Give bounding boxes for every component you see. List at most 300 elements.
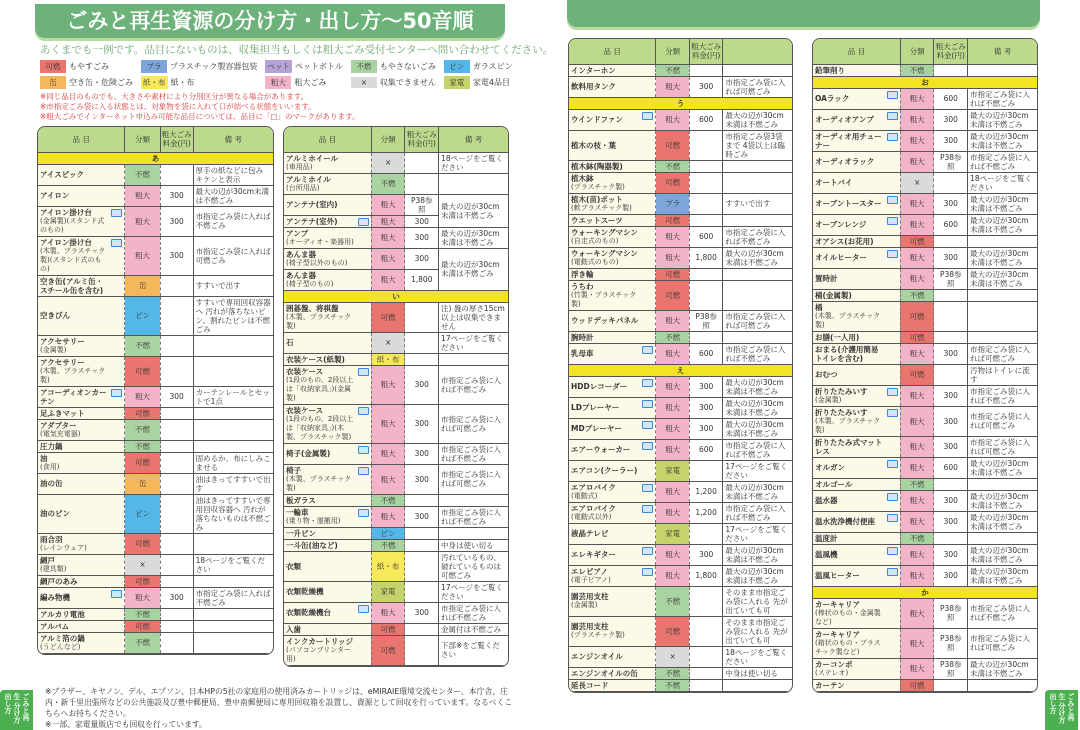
item-name: オーブントースター (815, 199, 882, 208)
fee-cell (160, 533, 193, 554)
column-header: 分類 (900, 39, 934, 64)
table-row (284, 527, 508, 539)
table-row (284, 173, 508, 194)
section-row (38, 152, 273, 164)
fee-cell (160, 608, 193, 620)
item-name-cell (813, 172, 900, 193)
internet-application-icon (642, 112, 653, 120)
fee-cell: 300 (405, 227, 439, 248)
fee-cell (405, 635, 439, 665)
item-detail: (1段のもの、2段以上は「収納家具」)(金属製) (286, 375, 354, 402)
table-row (284, 602, 508, 623)
side-tab-right[interactable]: ごみと再生 分け方出し方 (1045, 690, 1078, 730)
fee-cell (160, 494, 193, 533)
item-name-cell (38, 275, 125, 296)
category-cell: 粗大 (125, 185, 160, 206)
table-row (813, 478, 1037, 490)
item-name-cell (569, 247, 656, 268)
item-name: あんま器 (286, 270, 316, 280)
fee-cell (689, 460, 722, 481)
internet-application-icon (887, 133, 898, 141)
fee-cell (934, 331, 968, 343)
item-name: アルカリ電池 (40, 609, 85, 619)
fee-cell (934, 679, 968, 691)
item-name: 園芸用支柱 (571, 622, 609, 631)
item-name-cell (813, 289, 900, 301)
note-cell: 最大の辺が30cm未満は不燃ごみ (193, 185, 273, 206)
item-name: 温度計 (815, 533, 838, 543)
internet-application-icon (887, 514, 898, 522)
item-name-cell (813, 193, 900, 214)
note-cell: そのまま市指定ごみ袋に入れる 先が出ていても可 (723, 616, 792, 646)
category-cell: 粗大 (125, 587, 160, 608)
category-cell: 粗大 (900, 109, 934, 130)
table-row (284, 365, 508, 404)
fee-cell: P38参照 (689, 310, 722, 331)
table-row (813, 406, 1037, 436)
category-cell: × (656, 646, 689, 667)
category-cell: 粗大 (125, 206, 160, 236)
item-name-cell (284, 353, 371, 365)
internet-application-icon (358, 467, 369, 475)
item-name-cell (569, 130, 656, 160)
item-name-cell (569, 502, 656, 523)
item-name: 網戸 (40, 555, 55, 565)
item-detail: (竹製・プラスチック製) (571, 290, 637, 308)
legend-label: 粗大ごみ (294, 78, 327, 87)
category-cell: 粗大 (656, 376, 689, 397)
table-row (38, 206, 273, 236)
internet-application-icon (111, 239, 122, 247)
internet-application-icon (887, 388, 898, 396)
category-cell: 粗大 (900, 565, 934, 586)
item-name: カーキャリア (815, 629, 860, 639)
item-name-cell (38, 407, 125, 419)
fee-cell: 600 (934, 88, 968, 109)
note-cell: 市指定ごみ袋に入れば不燃ごみ (968, 385, 1037, 406)
fee-cell (405, 494, 439, 506)
item-name: 温風機 (815, 550, 838, 559)
fee-cell: P38参照 (405, 194, 439, 215)
note-cell (968, 301, 1037, 331)
item-name-cell (284, 623, 371, 635)
category-tag: 家電 (444, 76, 470, 89)
note-cell (723, 160, 792, 172)
note-cell: 18ページをご覧ください (723, 646, 792, 667)
item-name: ウォーキングマシン (571, 248, 638, 258)
note-cell (968, 64, 1037, 76)
category-cell: 可燃 (125, 533, 160, 554)
category-cell: 粗大 (900, 151, 934, 172)
internet-application-icon (887, 547, 898, 555)
note-cell: 最大の辺が30cm未満は不燃ごみ (968, 247, 1037, 268)
table-row (569, 64, 792, 76)
fee-cell (160, 335, 193, 356)
note-cell: 市指定ごみ袋に入れば不燃ごみ (968, 151, 1037, 172)
legend-label: もやすごみ (69, 62, 109, 71)
item-name: 乳母車 (571, 349, 594, 358)
note-cell: 最大の辺が30cm未満は不燃ごみ (968, 130, 1037, 151)
table-row (569, 586, 792, 616)
item-name-cell (569, 343, 656, 364)
item-name: 桶(金属製) (815, 290, 852, 300)
fee-cell: 300 (934, 511, 968, 532)
fee-cell: 300 (160, 206, 193, 236)
item-name: HDDレコーダー (571, 382, 628, 391)
table-row (813, 88, 1037, 109)
item-name: 腕時計 (571, 332, 594, 342)
fee-cell: 300 (405, 365, 439, 404)
category-cell: 粗大 (371, 194, 405, 215)
category-legend (40, 60, 520, 89)
table-row (38, 407, 273, 419)
item-name: 衣類乾燥機 (286, 587, 324, 596)
note-cell: 市指定ごみ袋に入れば不燃ごみ (193, 587, 273, 608)
fee-cell: 1,800 (689, 247, 722, 268)
note-cell: すすいで専用回収容器へ 汚れが落ちないビン、割れたビンは不燃ごみ (193, 296, 273, 335)
category-cell: 可燃 (371, 635, 405, 665)
category-cell: 粗大 (371, 215, 405, 227)
category-tag: 可燃 (40, 60, 66, 73)
table-row (38, 236, 273, 275)
fee-cell (160, 620, 193, 632)
notes (40, 92, 520, 122)
item-name-cell (813, 109, 900, 130)
note-cell: 市指定ごみ袋に入れば不燃ごみ (439, 443, 508, 464)
section-row (284, 290, 508, 302)
fee-cell (934, 172, 968, 193)
category-cell: 不燃 (656, 64, 689, 76)
table-row (569, 331, 792, 343)
category-cell: ピン (371, 527, 405, 539)
legend-label: ガラスビン (472, 62, 513, 71)
table-row (38, 473, 273, 494)
item-name-cell (284, 332, 371, 353)
category-cell: 可燃 (656, 130, 689, 160)
category-cell: 粗大 (371, 227, 405, 248)
category-cell: 粗大 (656, 310, 689, 331)
item-name: アイロン掛け台 (40, 207, 92, 217)
note-cell (723, 679, 792, 691)
legend-item (40, 76, 133, 89)
legend-label: 紙・布 (170, 78, 195, 87)
table-row (569, 397, 792, 418)
category-cell: 可燃 (900, 301, 934, 331)
item-name: 延長コード (571, 680, 609, 690)
table-row (284, 227, 508, 248)
item-name: LDプレーヤー (571, 403, 620, 412)
fee-cell: 300 (934, 565, 968, 586)
note-cell: 金属付は不燃ごみ (439, 623, 508, 635)
item-name-cell (813, 130, 900, 151)
item-detail: (プラスチック製) (571, 631, 625, 639)
legend-label: 空き缶・危険ごみ (69, 78, 133, 87)
note-cell: 注) 盤の厚さ15cm以上は収集できません (439, 302, 508, 332)
item-name-cell (813, 598, 900, 628)
category-cell: 不燃 (900, 64, 934, 76)
item-name: 衣装ケース (286, 366, 324, 376)
fee-cell (160, 575, 193, 587)
item-name: オルゴール (815, 479, 853, 489)
note-cell: 市指定ごみ袋に入れば不燃ごみ (439, 506, 508, 527)
item-name-cell (569, 310, 656, 331)
item-name: アイロン掛け台 (40, 237, 92, 247)
fee-cell (160, 419, 193, 440)
internet-application-icon (358, 218, 369, 226)
item-name: 温風ヒーター (815, 571, 860, 580)
table-row (284, 152, 508, 173)
item-name: 折りたたみいす (815, 407, 868, 417)
category-cell: 粗大 (656, 343, 689, 364)
item-name: アンプ (286, 228, 309, 238)
fee-cell (405, 173, 439, 194)
item-name-cell (569, 376, 656, 397)
category-cell: 粗大 (900, 436, 934, 457)
item-name: 足ふきマット (40, 408, 85, 418)
note-cell (723, 64, 792, 76)
fee-cell (160, 275, 193, 296)
item-name-cell (813, 511, 900, 532)
fee-cell: 600 (934, 214, 968, 235)
fee-cell: 300 (405, 404, 439, 443)
note-cell (968, 532, 1037, 544)
item-name: 液晶テレビ (571, 529, 609, 538)
note-cell (968, 679, 1037, 691)
table-row (38, 452, 273, 473)
item-name-cell (569, 268, 656, 280)
item-name: 折りたたみ式マットレス (815, 437, 883, 456)
fee-cell (405, 302, 439, 332)
fee-cell: 300 (405, 602, 439, 623)
fee-cell: 300 (405, 248, 439, 269)
table-row (569, 160, 792, 172)
section-row (813, 76, 1037, 88)
note-cell: 最大の辺が30cm未満は不燃ごみ (723, 109, 792, 130)
item-name-cell (569, 523, 656, 544)
table-row (569, 616, 792, 646)
table-row (569, 460, 792, 481)
item-detail: (乗り物・運搬用) (286, 516, 341, 525)
category-cell: 可燃 (900, 235, 934, 247)
legend-item (40, 60, 133, 73)
item-name: 椅子 (286, 465, 301, 475)
item-name: おまる(介護用簡易トイレを含む) (815, 344, 879, 363)
section-label: う (569, 97, 792, 109)
category-cell: 粗大 (900, 658, 934, 679)
category-cell: 不燃 (656, 679, 689, 691)
table-row (813, 193, 1037, 214)
table-row (284, 248, 508, 269)
intro-text: あくまでも一例です。品目にないものは、収集担当もしくは粗大ごみ受付センターへ問い合わせてください。 (40, 44, 554, 56)
table-row (284, 194, 508, 215)
legend-label: ペットボトル (294, 62, 343, 71)
category-cell: 粗大 (656, 76, 689, 97)
item-detail: (木製、プラスチック製) (815, 311, 881, 329)
note: ※同じ品目のものでも、大きさや素材により分別区分が異なる場合があります。 (40, 92, 309, 101)
note-cell: 最大の辺が30cm未満は不燃ごみ (723, 481, 792, 502)
note-cell: 市指定ごみ袋に入れば不燃ごみ (439, 602, 508, 623)
category-cell: 可燃 (371, 623, 405, 635)
category-cell: 可燃 (125, 356, 160, 386)
item-name: 石 (286, 338, 294, 347)
internet-application-icon (642, 421, 653, 429)
section-row (569, 364, 792, 376)
item-name: ウインドファン (571, 115, 623, 124)
item-name-cell (284, 494, 371, 506)
category-cell: 粗大 (656, 544, 689, 565)
item-name: 油のビン (40, 509, 70, 518)
item-name: お膳(一人用) (815, 332, 860, 342)
internet-application-icon (887, 409, 898, 417)
item-name: 植木(苗)ポット (571, 194, 623, 204)
note-cell: 市指定ごみ袋3袋まで 4袋以上は臨時ごみ (723, 130, 792, 160)
category-cell: 粗大 (656, 439, 689, 460)
category-cell: 粗大 (900, 268, 934, 289)
note-cell: 市指定ごみ袋に入れば可燃ごみ (723, 310, 792, 331)
item-name-cell (569, 460, 656, 481)
column-header: 分類 (371, 127, 405, 152)
item-detail: (ステレオ) (815, 668, 849, 677)
table-row (813, 628, 1037, 658)
category-cell: 紙・布 (371, 353, 405, 365)
item-name: 椅子(金属製) (286, 449, 331, 458)
fee-cell (689, 268, 722, 280)
category-cell: 粗大 (656, 418, 689, 439)
column-header: 備 考 (193, 127, 273, 152)
item-name: 圧力鍋 (40, 441, 63, 451)
table-row (813, 532, 1037, 544)
note-cell: 最大の辺が30cm未満は不燃ごみ (439, 194, 508, 227)
category-cell: 粗大 (900, 385, 934, 406)
note-cell: 最大の辺が30cm未満は不燃ごみ (723, 565, 792, 586)
item-name: 折りたたみいす (815, 386, 868, 396)
table-row (569, 502, 792, 523)
item-name: 飲料用タンク (571, 82, 616, 91)
item-name-cell (38, 587, 125, 608)
item-name: ウッドデッキパネル (571, 316, 639, 325)
fee-cell: 600 (689, 439, 722, 460)
note-cell (723, 280, 792, 310)
item-name: ウエットスーツ (571, 215, 623, 225)
note-cell: 最大の辺が30cm未満は不燃ごみ (968, 109, 1037, 130)
note-cell: 市指定ごみ袋に入れば不燃ごみ (439, 365, 508, 404)
note-cell: 最大の辺が30cm未満は不燃ごみ (723, 397, 792, 418)
item-name: 編み物機 (40, 593, 70, 602)
column-header: 粗大ごみ料金(円) (160, 127, 193, 152)
item-name-cell (813, 544, 900, 565)
note-cell: すすいで出す (723, 193, 792, 214)
internet-application-icon (358, 605, 369, 613)
table-row (813, 331, 1037, 343)
category-tag: 不燃 (351, 60, 377, 73)
note-cell: 油はきってすすいで専用回収容器へ 汚れが落ちないものは不燃ごみ (193, 494, 273, 533)
table-row (569, 268, 792, 280)
item-detail: (自走式のもの) (571, 236, 619, 245)
item-name-cell (813, 565, 900, 586)
item-name: インターホン (571, 65, 616, 75)
note-cell (968, 478, 1037, 490)
note-cell: 最大の辺が30cm未満は不燃ごみ (723, 247, 792, 268)
fee-cell: 300 (160, 236, 193, 275)
table-row (569, 130, 792, 160)
category-cell: 不燃 (371, 539, 405, 551)
note: ※粗大ごみでインターネット申込み可能な品目については、品目に「□」のマークがあります。 (40, 112, 360, 121)
legend-item (265, 76, 343, 89)
fee-cell: 300 (405, 215, 439, 227)
fee-cell: 300 (934, 406, 968, 436)
category-cell: ピン (125, 296, 160, 335)
item-name-cell (569, 64, 656, 76)
item-name-cell (569, 616, 656, 646)
note-cell (193, 407, 273, 419)
table-row (569, 544, 792, 565)
column-header: 品 目 (813, 39, 900, 64)
column-header: 粗大ごみ料金(円) (689, 39, 722, 64)
category-cell: 缶 (125, 473, 160, 494)
item-name-cell (813, 268, 900, 289)
table-row (284, 635, 508, 665)
item-name: カーテン (815, 680, 845, 690)
fee-cell: 1,200 (689, 502, 722, 523)
item-name-cell (284, 302, 371, 332)
item-detail: (木製、プラスチック製) (286, 474, 352, 492)
category-cell: 可燃 (656, 280, 689, 310)
item-detail: (軟プラスチック製) (571, 203, 632, 212)
table-row (569, 193, 792, 214)
table-row (38, 533, 273, 554)
note-cell: 市指定ごみ袋に入れば可燃ごみ (439, 464, 508, 494)
item-name-cell (569, 76, 656, 97)
note-cell: 最大の辺が30cm未満は不燃ごみ (723, 544, 792, 565)
category-cell: 粗大 (656, 502, 689, 523)
table-row (284, 539, 508, 551)
fee-cell (160, 452, 193, 473)
note-cell: 市指定ごみ袋に入れば可燃ごみ (968, 436, 1037, 457)
item-name: アイスピック (40, 170, 84, 179)
item-name-cell (569, 280, 656, 310)
fee-cell (689, 586, 722, 616)
internet-application-icon (887, 493, 898, 501)
fee-cell (934, 532, 968, 544)
item-name-cell (38, 494, 125, 533)
fee-cell: 600 (689, 226, 722, 247)
category-tag: 缶 (40, 76, 66, 89)
item-name: エアーウォーカー (571, 445, 631, 454)
item-name-cell (569, 331, 656, 343)
table-row (569, 109, 792, 130)
item-name: 鉛筆削り (815, 65, 845, 75)
note-cell: 市指定ごみ袋に入れば不燃ごみ (723, 439, 792, 460)
table-row (813, 436, 1037, 457)
fee-cell: 300 (160, 185, 193, 206)
category-cell: 粗大 (371, 269, 405, 290)
category-cell: 粗大 (900, 598, 934, 628)
category-cell: 不燃 (900, 532, 934, 544)
legend-label: もやさないごみ (379, 62, 436, 71)
note-cell: 市指定ごみ袋に入れば不燃ごみ (723, 343, 792, 364)
table-row (284, 581, 508, 602)
category-cell: 粗大 (371, 602, 405, 623)
fee-cell: 300 (934, 193, 968, 214)
table-row (569, 481, 792, 502)
section-row (569, 97, 792, 109)
item-detail: (金属製) (571, 601, 598, 609)
item-name: エレキギター (571, 550, 616, 559)
internet-application-icon (887, 196, 898, 204)
side-tab-left[interactable]: ごみと再生 分け方出し方 (0, 690, 33, 730)
item-detail: (木製、プラスチック製) (815, 416, 881, 434)
note-cell: 17ページをご覧ください (723, 460, 792, 481)
